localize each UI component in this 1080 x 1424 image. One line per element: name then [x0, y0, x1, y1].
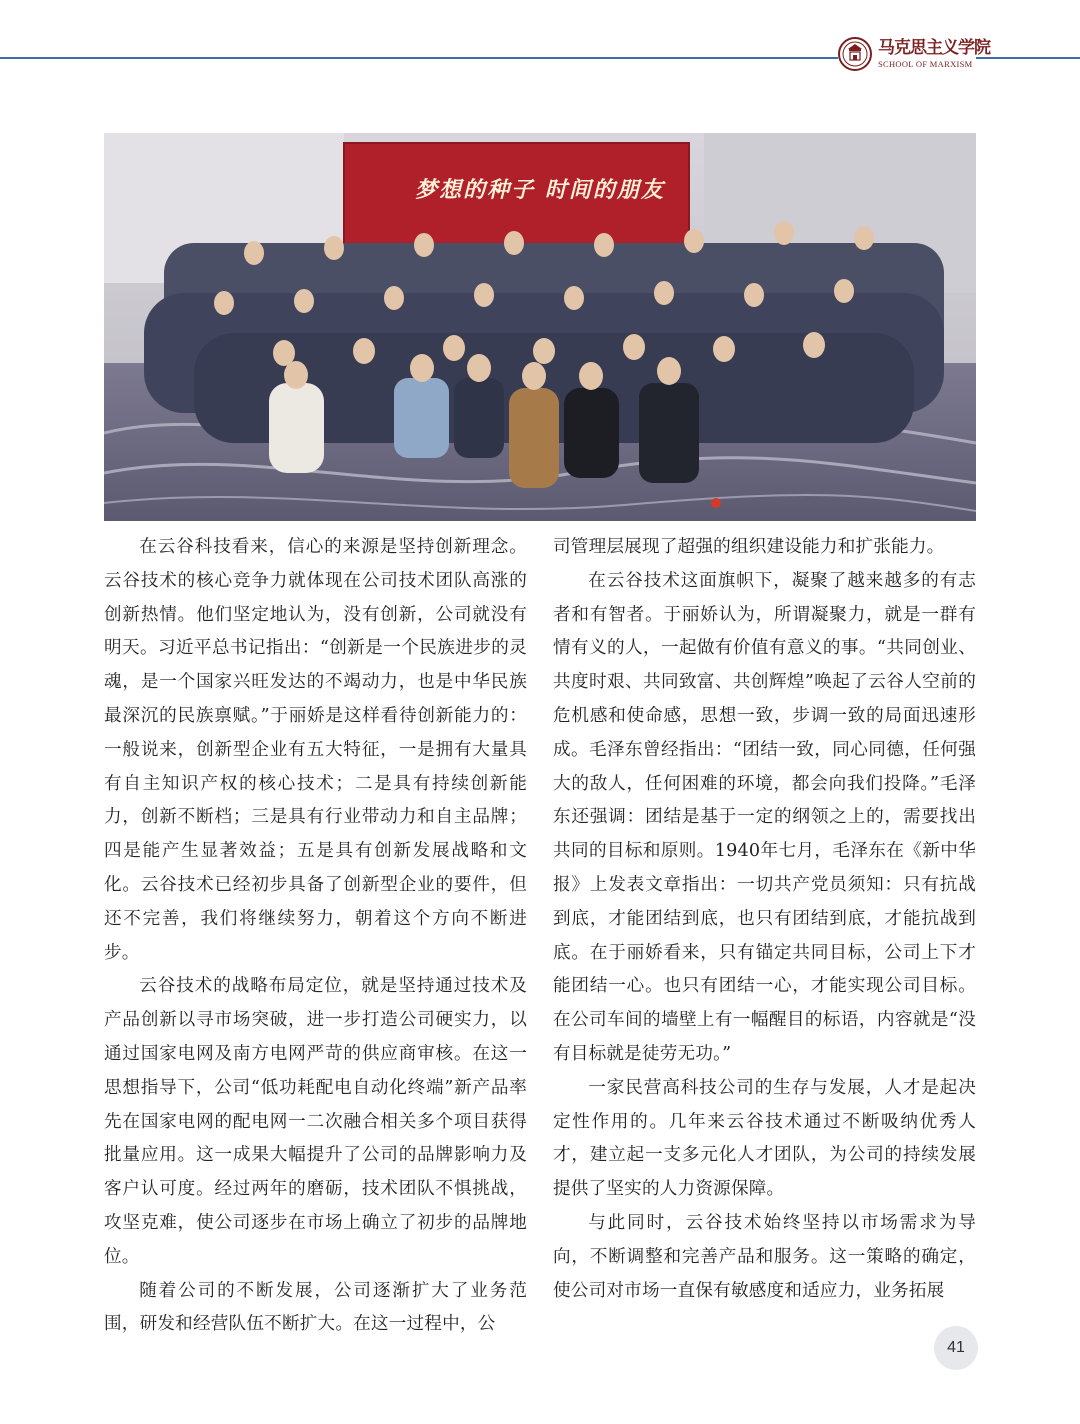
left-paragraph-2: 云谷技术的战略布局定位，就是坚持通过技术及产品创新以寻市场突破，进一步打造公司硬实力，以通过国家电网及南方电网严苛的供应商审核。在这一思想指导下，公司“低功耗配电自动化终端”新产品率先在国家电网的配电网一二次融合相关多个项目获得批量应用。这一成果大幅提升了公司的品牌影响力及客户认可度。经过两年的磨砺，技术团队不惧挑战，攻坚克难，使公司逐步在市场上确立了初步的品牌地位。 [104, 976, 527, 1267]
logo-en-text: SCHOOL OF MARXISM [878, 58, 973, 69]
right-paragraph-2: 在云谷技术这面旗帜下，凝聚了越来越多的有志者和有智者。于丽娇认为，所谓凝聚力，就是一群有情有义的人，一起做有价值有意义的事。“共同创业、共度时艰、共同致富、共创辉煌”唤起了云谷人空前的危机感和使命感，思想一致，步调一致的局面迅速形成。毛泽东曾经指出：“团结一致，同心同德，任何强大的敌人，任何困难的环境，都会向我们投降。”毛泽东还强调：团结是基于一定的纲领之上的，需要找出共同的目标和原则。1940年七月，毛泽东在《新中华报》上发表文章指出：一切共产党员须知：只有抗战到底，才能团结到底，也只有团结到底，才能抗战到底。在于丽娇看来，只有锚定共同目标，公司上下才能团结一心。也只有团结一心，才能实现公司目标。在公司车间的墙壁上有一幅醒目的标语，内容就是“没有目标就是徒劳无功。” [553, 570, 976, 1064]
school-logo [838, 32, 990, 76]
header-rule [0, 57, 838, 59]
right-paragraph-4: 与此同时，云谷技术始终坚持以市场需求为导向，不断调整和完善产品和服务。这一策略的确定，使公司对市场一直保有敏感度和适应力，业务拓展 [553, 1212, 976, 1301]
right-paragraph-1: 司管理层展现了超强的组织建设能力和扩张能力。 [553, 537, 945, 557]
left-paragraph-3: 随着公司的不断发展，公司逐渐扩大了业务范围，研发和经营队伍不断扩大。在这一过程中，公 [104, 1280, 527, 1335]
banner-title: 梦想的种子 时间的朋友 [415, 177, 665, 203]
left-column [104, 531, 527, 1342]
header-rule-right [976, 57, 1080, 59]
right-paragraph-3: 一家民营高科技公司的生存与发展，人才是起决定性作用的。几年来云谷技术通过不断吸纳优秀人才，建立起一支多元化人才团队，为公司的持续发展提供了坚实的人力资源保障。 [553, 1077, 976, 1200]
page-number: 41 [934, 1326, 978, 1370]
seal-icon [838, 37, 872, 71]
logo-cn-text: 马克思主义学院 [878, 37, 990, 58]
left-paragraph-1: 在云谷科技看来，信心的来源是坚持创新理念。云谷技术的核心竞争力就体现在公司技术团队高涨的创新热情。他们坚定地认为，没有创新，公司就没有明天。习近平总书记指出：“创新是一个民族进步的灵魂，是一个国家兴旺发达的不竭动力，也是中华民族最深沉的民族禀赋。”于丽娇是这样看待创新能力的：一般说来，创新型企业有五大特征，一是拥有大量具有自主知识产权的核心技术；二是具有持续创新能力，创新不断档；三是具有行业带动力和自主品牌；四是能产生显著效益；五是具有创新发展战略和文化。云谷技术已经初步具备了创新型企业的要件，但还不完善，我们将继续努力，朝着这个方向不断进步。 [104, 537, 527, 963]
group-photo [104, 133, 976, 521]
right-column [553, 531, 976, 1308]
